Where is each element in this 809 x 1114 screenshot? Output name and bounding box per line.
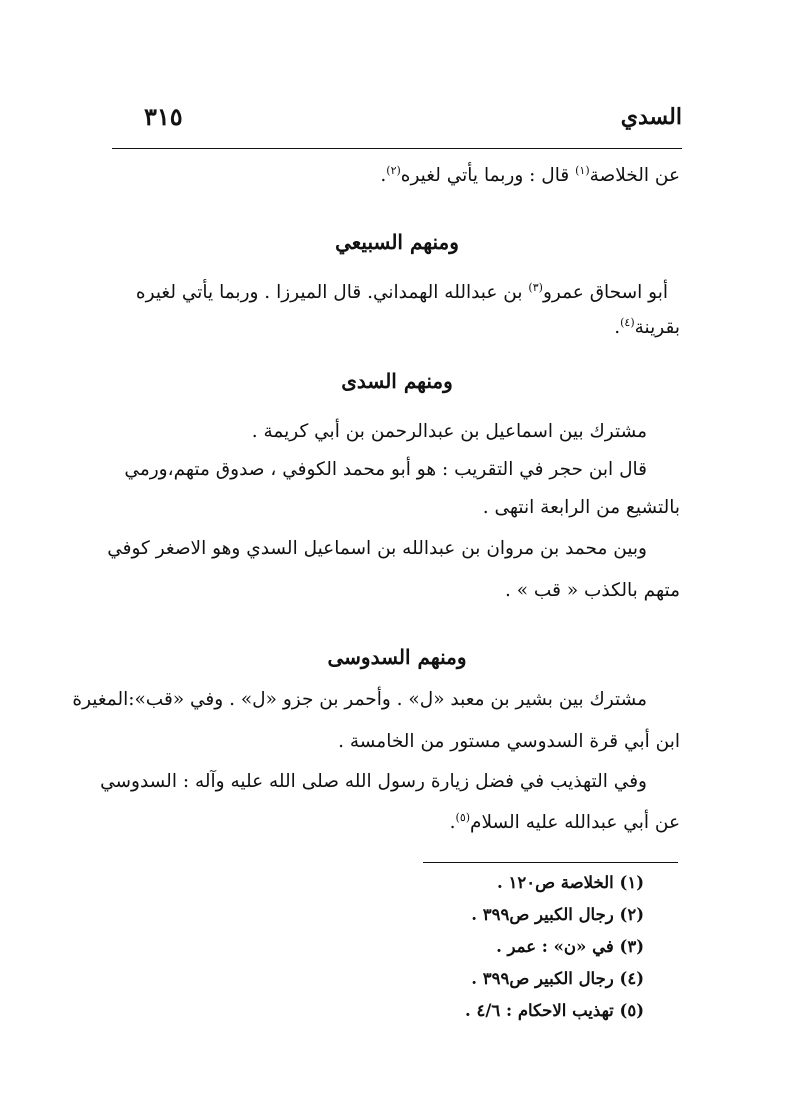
footnote-ref-4: (٤)	[620, 316, 635, 329]
intro-line	[380, 164, 680, 186]
section-3-text-a: عن أبي عبدالله عليه السلام	[470, 812, 680, 834]
section-2-line-1: مشترك بين اسماعيل بن عبدالرحمن بن أبي كريمة .	[251, 421, 647, 442]
section-3-text-b: .	[449, 812, 456, 834]
section-heading-suddi: ومنهم السدى	[341, 369, 453, 393]
footnote-2: (٢) رجال الكبير ص٣٩٩ .	[471, 905, 644, 924]
footnote-rule	[423, 862, 678, 863]
footnote-ref-3: (٣)	[528, 281, 543, 294]
footnote-ref-1: (١)	[575, 164, 590, 177]
section-2-line-5: متهم بالكذب « قب » .	[504, 580, 680, 601]
running-head	[112, 98, 682, 149]
section-1-line-1	[136, 281, 668, 303]
section-3-line-4	[450, 811, 680, 833]
footnote-1: (١) الخلاصة ص١٢٠ .	[497, 873, 644, 892]
section-heading-sabii: ومنهم السبيعي	[335, 230, 459, 254]
section-1-text-b: بن عبدالله الهمداني. قال الميرزا . وربما يأتي لغيره	[135, 282, 529, 304]
footnote-4: (٤) رجال الكبير ص٣٩٩ .	[471, 969, 644, 988]
footnote-ref-5: (٥)	[455, 811, 471, 824]
page-number: ٣١٥	[144, 102, 183, 131]
running-head-title: السدي	[620, 104, 682, 130]
section-1-line-2	[614, 316, 680, 338]
section-1-text-c: بقرينة	[634, 317, 680, 339]
section-heading-sadusi: ومنهم السدوسى	[327, 645, 467, 669]
section-3-line-1: مشترك بين بشير بن معبد «ل» . وأحمر بن جزو «ل» . وفي «قب»:المغيرة	[72, 689, 647, 710]
intro-text-c: .	[380, 165, 387, 187]
footnote-3: (٣) في «ن» : عمر .	[496, 937, 644, 956]
section-3-line-3: وفي التهذيب في فضل زيارة رسول الله صلى الله عليه وآله : السدوسي	[100, 771, 647, 792]
section-1-text-d: .	[614, 317, 621, 339]
section-1-text-a: أبو اسحاق عمرو	[542, 282, 668, 304]
footnote-5: (٥) تهذيب الاحكام : ٤/٦ .	[464, 1001, 644, 1020]
section-2-line-4: وبين محمد بن مروان بن عبدالله بن اسماعيل السدي وهو الاصغر كوفي	[107, 538, 647, 559]
section-2-line-2: قال ابن حجر في التقريب : هو أبو محمد الكوفي ، صدوق متهم،ورمي	[124, 459, 647, 480]
intro-text-a: عن الخلاصة	[589, 165, 680, 187]
intro-text-b: قال : وربما يأتي لغيره	[400, 165, 576, 187]
footnote-ref-2: (٢)	[386, 164, 401, 177]
section-3-line-2: ابن أبي قرة السدوسي مستور من الخامسة .	[338, 731, 680, 752]
section-2-line-3: بالتشيع من الرابعة انتهى .	[482, 497, 680, 518]
